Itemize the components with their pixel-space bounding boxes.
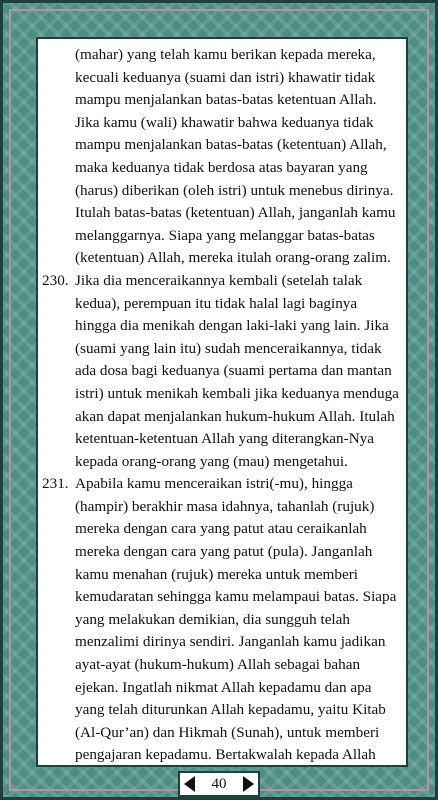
pagination-control	[178, 771, 260, 797]
verse-number: 231.	[42, 475, 69, 493]
verse-text: Jika dia menceraikannya kembali (setelah talak kedua), perempuan itu tidak halal lagi baginya hingga dia menikah dengan laki-laki yang lain. Jika (suami yang lain itu) sudah menceraikannya, tidak ada dosa bagi keduanya (suami pertama dan mantan istri) untuk menikah kembali jika keduanya menduga akan dapat menjalankan hukum-hukum Allah. Itulah ketentuan-ketentuan Allah yang diterangkan-Nya kepada orang-orang yang (mau) mengetahui.	[75, 271, 399, 470]
page-content	[36, 37, 408, 767]
verse-text: (mahar) yang telah kamu berikan kepada mereka, kecuali keduanya (suami dan istri) khawatir tidak mampu menjalankan batas-batas ketentuan Allah. Jika kamu (wali) khawatir bahwa keduanya tidak mampu menjalankan batas-batas (ketentuan) Allah, maka keduanya tidak berdosa atas bayaran yang (harus) diberikan (oleh istri) untuk menebus dirinya. Itulah batas-batas (ketentuan) Allah, janganlah kamu melanggarnya. Siapa yang melanggar batas-batas (ketentuan) Allah, mereka itulah orang-orang zalim.	[75, 46, 396, 267]
verse-number: 230.	[42, 271, 69, 289]
page-footer	[3, 771, 435, 797]
next-page-icon[interactable]	[243, 776, 254, 792]
verse-230	[42, 270, 402, 473]
verse-text: Apabila kamu menceraikan istri(-mu), hingga (hampir) berakhir masa idahnya, tahanlah (rujuk) mereka dengan cara yang patut atau ceraikanlah mereka dengan cara yang patut (pula). Janganlah kamu menahan (rujuk) mereka untuk memberi kemudaratan sehingga kamu melampaui batas. Siapa yang melakukan demikian, dia sungguh telah menzalimi dirinya sendiri. Janganlah kamu jadikan ayat-ayat (hukum-hukum) Allah sebagai bahan ejekan. Ingatlah nikmat Allah kepadamu dan apa yang telah diturunkan Allah kepadamu, yaitu Kitab (Al-Qur’an) dan Hikmah (Sunah), untuk memberi pengajaran kepadamu. Bertakwalah kepada Allah	[75, 475, 397, 764]
verse-continuation	[42, 44, 402, 270]
page-number: 40	[211, 775, 227, 792]
prev-page-icon[interactable]	[184, 776, 195, 792]
verse-231	[42, 473, 402, 767]
